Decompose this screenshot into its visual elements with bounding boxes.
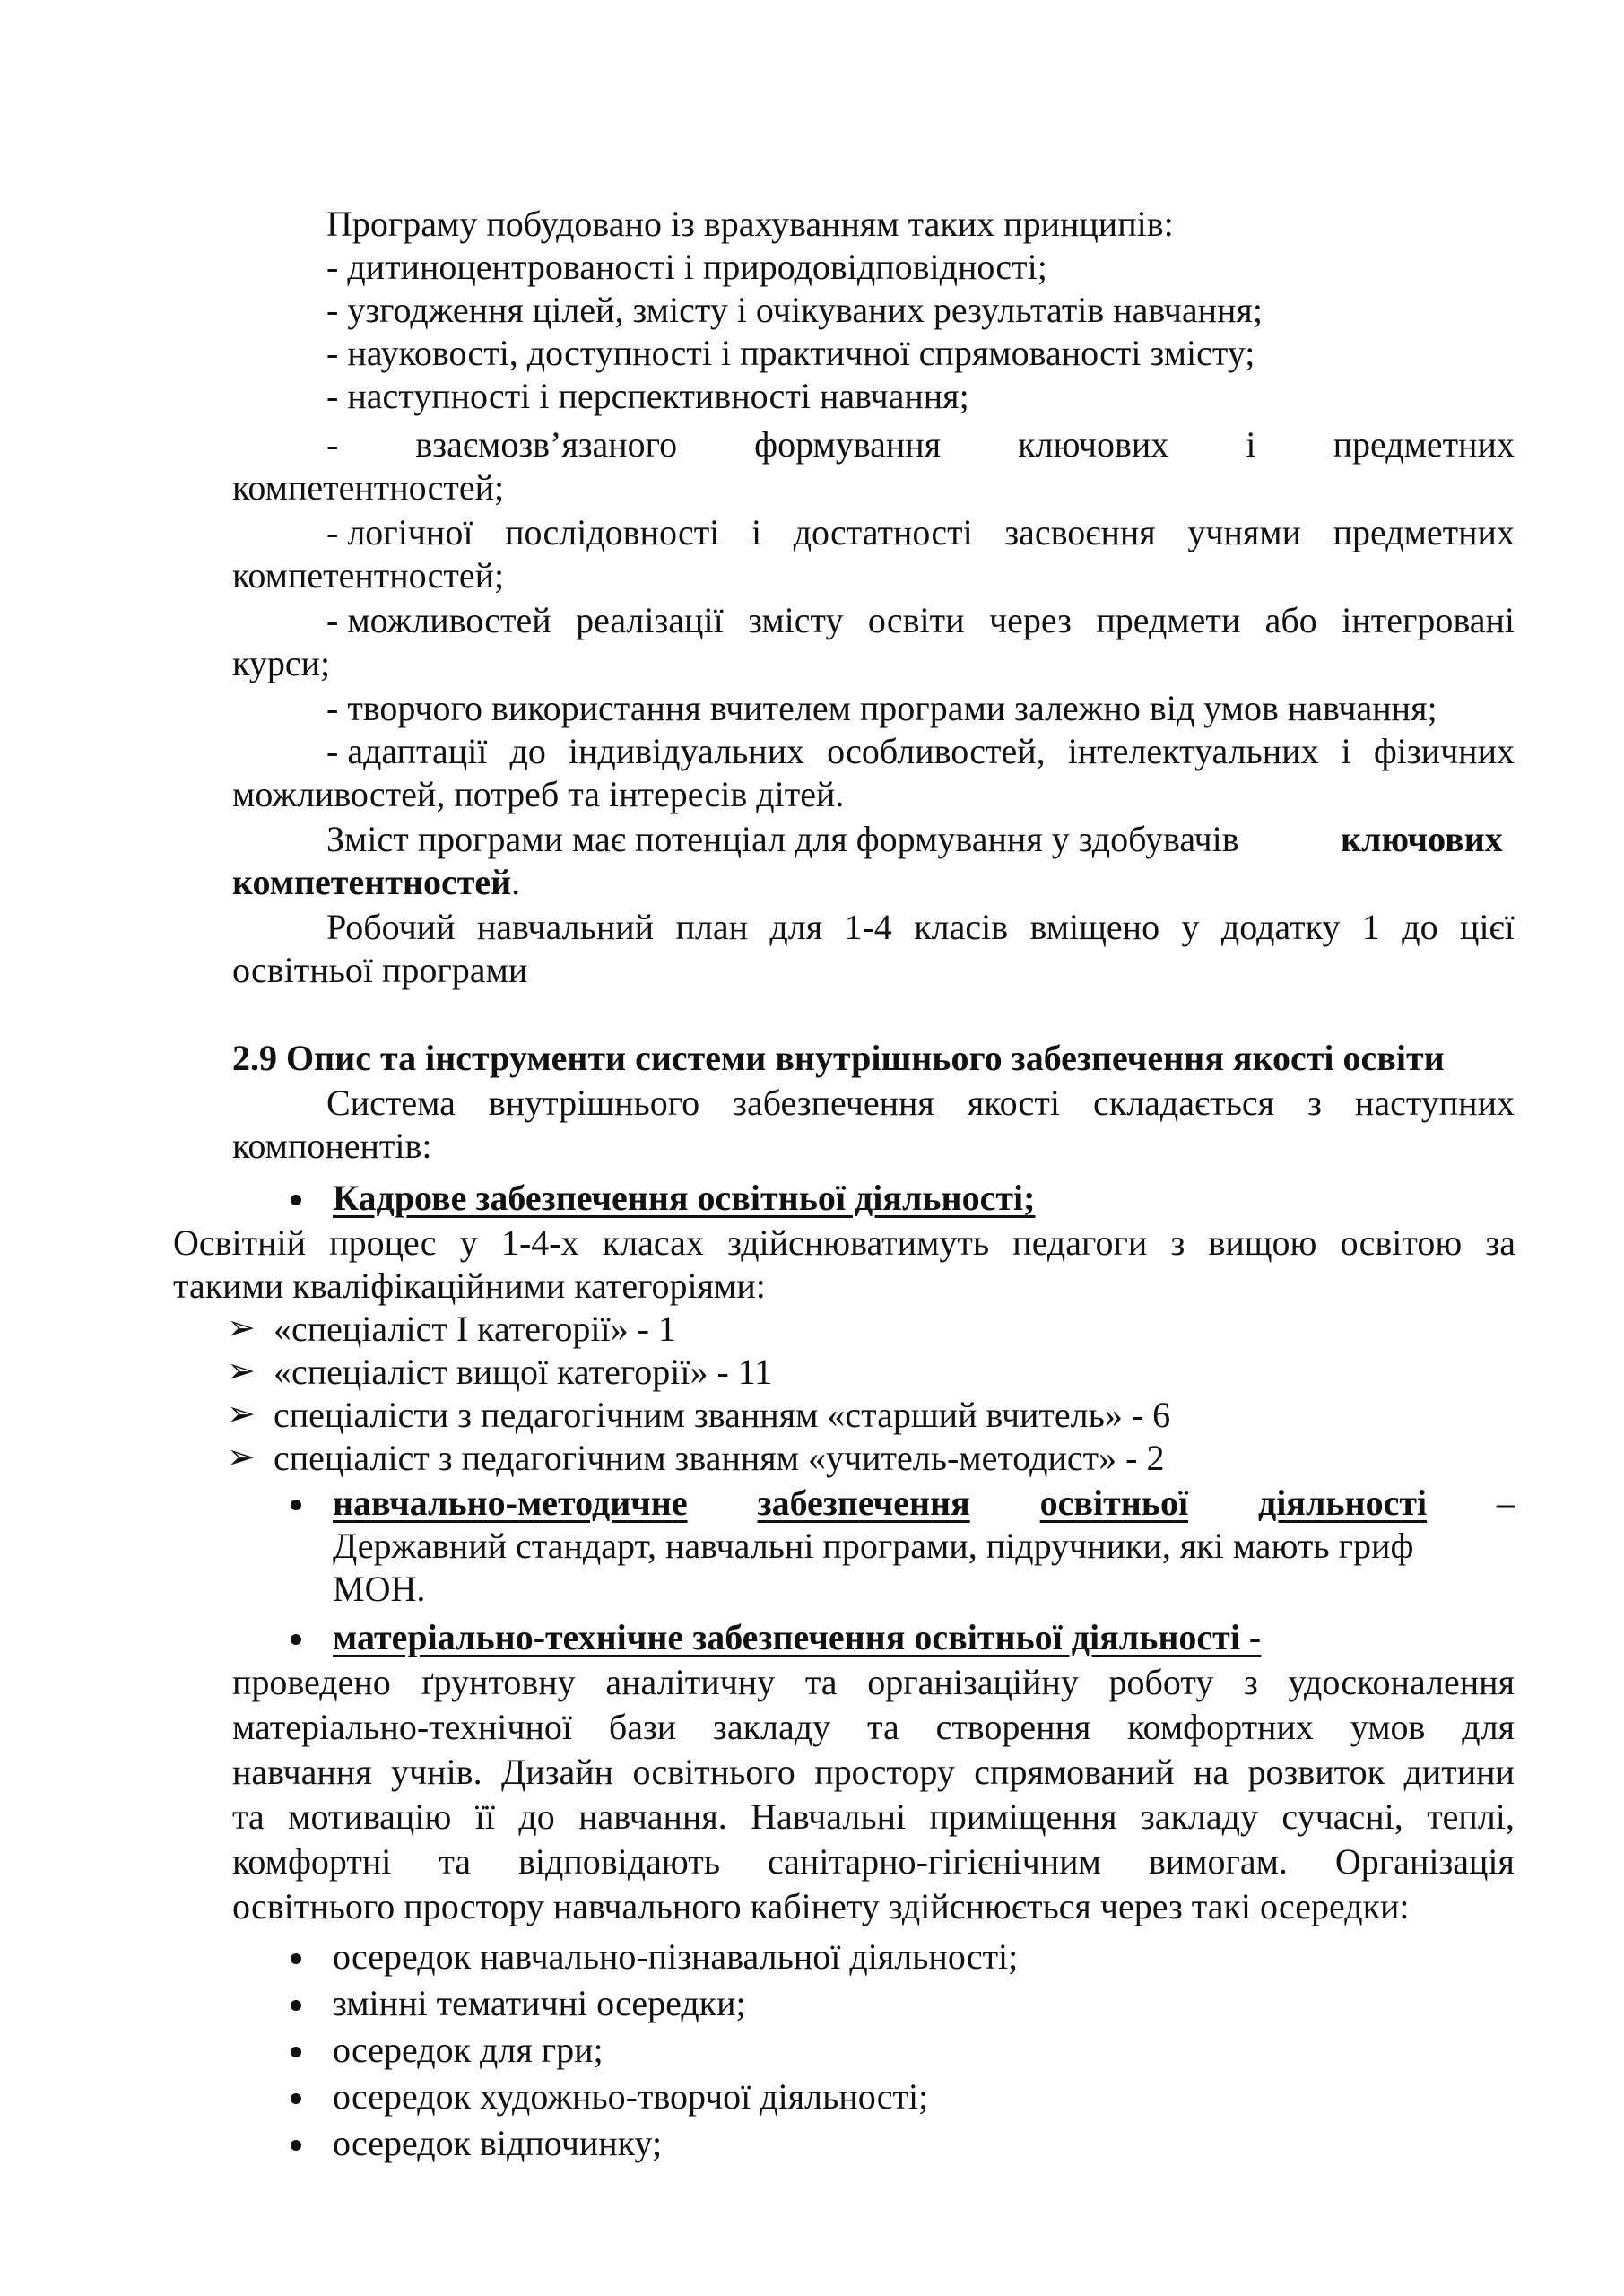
- method-text: Державний стандарт, навчальні програми, підручники, які мають гриф: [333, 1526, 1414, 1566]
- plan-text-continuation: освітньої програми: [232, 950, 528, 990]
- principle-item: - наступності і перспективності навчання;: [326, 376, 969, 416]
- arrow-bullet-icon: ➢: [227, 1394, 256, 1433]
- principle-item-justified: - взаємозв’язаного формування ключових і предметних: [326, 424, 1515, 465]
- bullet-icon: [291, 2000, 301, 2011]
- principles-intro: Програму побудовано із врахуванням таких принципів:: [326, 204, 1174, 244]
- principle-item-justified: - адаптації до індивідуальних особливостей, інтелектуальних і фізичних: [326, 731, 1515, 771]
- plan-text-justified: Робочий навчальний план для 1-4 класів вміщено у додатку 1 до цієї: [326, 907, 1515, 947]
- principle-item-justified: - логічної послідовності і достатності засвоєння учнями предметних: [326, 512, 1515, 552]
- center-item: змінні тематичні осередки;: [333, 1983, 746, 2023]
- principle-item-continuation: можливостей, потреб та інтересів дітей.: [232, 774, 845, 814]
- staff-category-item: спеціаліст з педагогічним званням «учитель-методист» - 2: [274, 1438, 1165, 1478]
- staff-heading: Кадрове забезпечення освітньої діяльності;: [333, 1178, 1036, 1218]
- staff-category-item: «спеціаліст І категорії» - 1: [274, 1309, 676, 1349]
- bullet-icon: [291, 1634, 301, 1645]
- material-text-justified: комфортні та відповідають санітарно-гігієнічним вимогам. Організація: [232, 1841, 1515, 1882]
- method-text: МОН.: [333, 1569, 426, 1609]
- principle-item: - узгодження цілей, змісту і очікуваних результатів навчання;: [326, 290, 1263, 330]
- principle-item: - науковості, доступності і практичної спрямованості змісту;: [326, 333, 1255, 373]
- bullet-icon: [291, 1500, 301, 1510]
- staff-category-item: «спеціаліст вищої категорії» - 11: [274, 1352, 773, 1392]
- section-heading: 2.9 Опис та інструменти системи внутрішнього забезпечення якості освіти: [232, 1038, 1445, 1078]
- staff-text-continuation: такими кваліфікаційними категоріями:: [173, 1265, 766, 1306]
- arrow-bullet-icon: ➢: [227, 1308, 256, 1347]
- material-heading: матеріально-технічне забезпечення освітньої діяльності -: [333, 1617, 1262, 1657]
- principle-item-continuation: компетентностей;: [232, 467, 505, 508]
- principle-item-justified: - можливостей реалізації змісту освіти через предмети або інтегровані: [326, 600, 1515, 640]
- method-heading-justified: навчально-методичне забезпечення освітньої діяльності –: [333, 1483, 1515, 1523]
- material-text-justified: навчання учнів. Дизайн освітнього простору спрямований на розвиток дитини: [232, 1752, 1515, 1792]
- section-intro-justified: Система внутрішнього забезпечення якості складається з наступних: [326, 1083, 1515, 1123]
- bullet-icon: [291, 2093, 301, 2104]
- principle-item: - дитиноцентрованості і природовідповідності;: [326, 247, 1047, 287]
- competence-line2: компетентностей.: [232, 862, 521, 902]
- principle-item: - творчого використання вчителем програми залежно від умов навчання;: [326, 688, 1437, 728]
- center-item: осередок відпочинку;: [333, 2123, 663, 2163]
- competence-text: Зміст програми має потенціал для формування у здобувачів: [326, 819, 1239, 859]
- staff-text-justified: Освітній процес у 1-4-х класах здійснюватимуть педагоги з вищою освітою за: [173, 1222, 1515, 1263]
- bullet-icon: [291, 2047, 301, 2057]
- center-item: осередок навчально-пізнавальної діяльності;: [333, 1936, 1019, 1977]
- material-text-justified: проведено ґрунтовну аналітичну та організаційну роботу з удосконалення: [232, 1662, 1515, 1702]
- arrow-bullet-icon: ➢: [227, 1351, 256, 1390]
- principle-item-continuation: курси;: [232, 643, 331, 683]
- material-text-justified: матеріально-технічної бази закладу та створення комфортних умов для: [232, 1707, 1515, 1747]
- bullet-icon: [291, 1953, 301, 1964]
- section-intro-continuation: компонентів:: [232, 1126, 432, 1166]
- center-item: осередок для гри;: [333, 2030, 604, 2070]
- principle-item-continuation: компетентностей;: [232, 555, 505, 596]
- material-text-last: освітнього простору навчального кабінету здійснюється через такі осередки:: [232, 1886, 1410, 1926]
- material-text-justified: та мотивацію її до навчання. Навчальні приміщення закладу сучасні, теплі,: [232, 1796, 1515, 1837]
- arrow-bullet-icon: ➢: [227, 1437, 256, 1476]
- bullet-icon: [291, 2140, 301, 2151]
- staff-category-item: спеціалісти з педагогічним званням «старший вчитель» - 6: [274, 1395, 1171, 1435]
- center-item: осередок художньо-творчої діяльності;: [333, 2076, 929, 2117]
- competence-bold-keyword: ключових: [1341, 819, 1503, 859]
- bullet-icon: [291, 1195, 301, 1205]
